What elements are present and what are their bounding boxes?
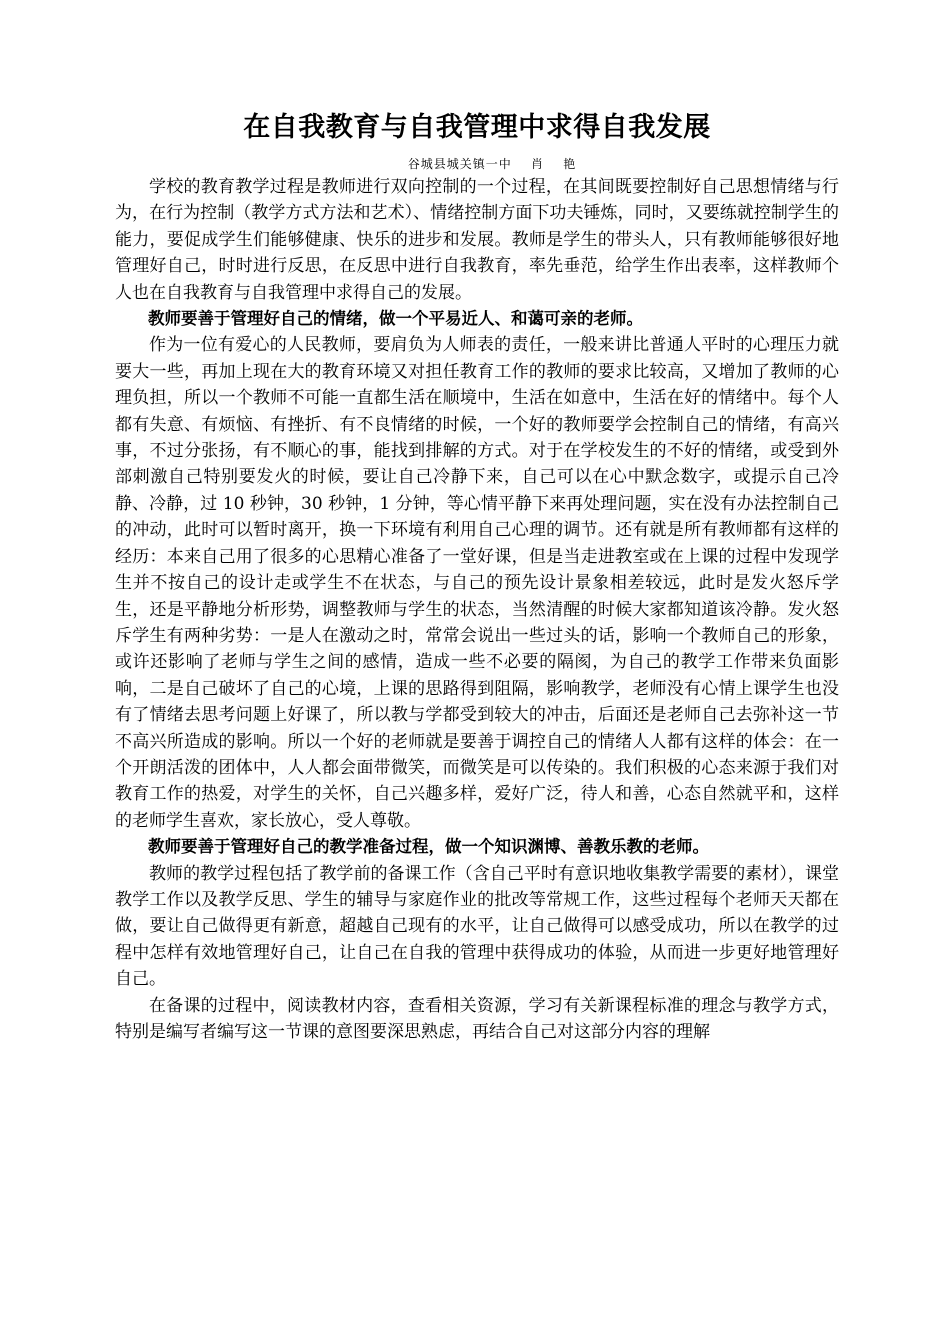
document-title: 在自我教育与自我管理中求得自我发展 xyxy=(243,112,711,143)
paragraph-emotions: 作为一位有爱心的人民教师，要肩负为人师表的责任，一般来讲比普通人平时的心理压力就要大一些，再加上现在大的教育环境又对担任教育工作的教师的要求比较高，又增加了教师的心理负担，所以一个教师不可能一直都生活在顺境中，生活在如意中，生活在好的情绪中。每个人都有失意、有烦恼、有挫折、有不良情绪的时候，一个好的教师要学会控制自己的情绪，有高兴事，不过分张扬，有不顺心的事，能找到排解的方式。对于在学校发生的不好的情绪，或受到外部刺激自己特别要发火的时候，要让自己冷静下来，自己可以在心中默念数字，或提示自己冷静、冷静，过 10 秒钟，30 秒钟，1 分钟，等心情平静下来再处理问题，实在没有办法控制自己的冲动，此时可以暂时离开，换一下环境有利用自己心理的调节。还有就是所有教师都有这样的经历：本来自己用了很多的心思精心准备了一堂好课，但是当走进教室或在上课的过程中发现学生并不按自己的设计走或学生不在状态，与自己的预先设计景象相差较远，此时是发火怒斥学生，还是平静地分析形势，调整教师与学生的状态，当然清醒的时候大家都知道该冷静。发火怒斥学生有两种劣势：一是人在激动之时，常常会说出一些过头的话，影响一个教师自己的形象，或许还影响了老师与学生之间的感情，造成一些不必要的隔阂，为自己的教学工作带来负面影响，二是自己破坏了自己的心境，上课的思路得到阻隔，影响教学，老师没有心情上课学生也没有了情绪去思考问题上好课了，所以教与学都受到较大的冲击，后面还是老师自己去弥补这一节不高兴所造成的影响。所以一个好的老师就是要善于调控自己的情绪人人都有这样的体会：在一个开朗活泼的团体中，人人都会面带微笑，而微笑是可以传染的。我们积极的心态来源于我们对教育工作的热爱，对学生的关怀，自己兴趣多样，爱好广泛，待人和善，心态自然就平和，这样的老师学生喜欢，家长放心，受人尊敬。 xyxy=(115,335,839,831)
section-heading-emotions: 教师要善于管理好自己的情绪，做一个平易近人、和蔼可亲的老师。 xyxy=(148,309,643,329)
section-heading-preparation: 教师要善于管理好自己的教学准备过程，做一个知识渊博、善教乐教的老师。 xyxy=(148,837,709,857)
paragraph-intro: 学校的教育教学过程是教师进行双向控制的一个过程，在其间既要控制好自己思想情绪与行为，在行为控制（教学方式方法和艺术）、情绪控制方面下功夫锤炼，同时，又要练就控制学生的能力，要促成学生们能够健康、快乐的进步和发展。教师是学生的带头人，只有教师能够很好地管理好自己，时时进行反思，在反思中进行自我教育，率先垂范，给学生作出表率，这样教师个人也在自我教育与自我管理中求得自己的发展。 xyxy=(115,177,839,303)
paragraph-teaching-process: 教师的教学过程包括了教学前的备课工作（含自己平时有意识地收集教学需要的素材），课堂教学工作以及教学反思、学生的辅导与家庭作业的批改等常规工作，这些过程每个老师天天都在做，要让自己做得更有新意，超越自己现有的水平，让自己做得可以感受成功，所以在教学的过程中怎样有效地管理好自己，让自己在自我的管理中获得成功的体验，从而进一步更好地管理好自己。 xyxy=(115,863,839,990)
author-byline: 谷城县城关镇一中 肖 艳 xyxy=(407,157,577,171)
document-body xyxy=(115,174,839,1045)
document-page xyxy=(115,100,839,1045)
paragraph-lesson-prep: 在备课的过程中，阅读教材内容，查看相关资源，学习有关新课程标准的理念与教学方式，特别是编写者编写这一节课的意图要深思熟虑，再结合自己对这部分内容的理解 xyxy=(115,995,839,1042)
